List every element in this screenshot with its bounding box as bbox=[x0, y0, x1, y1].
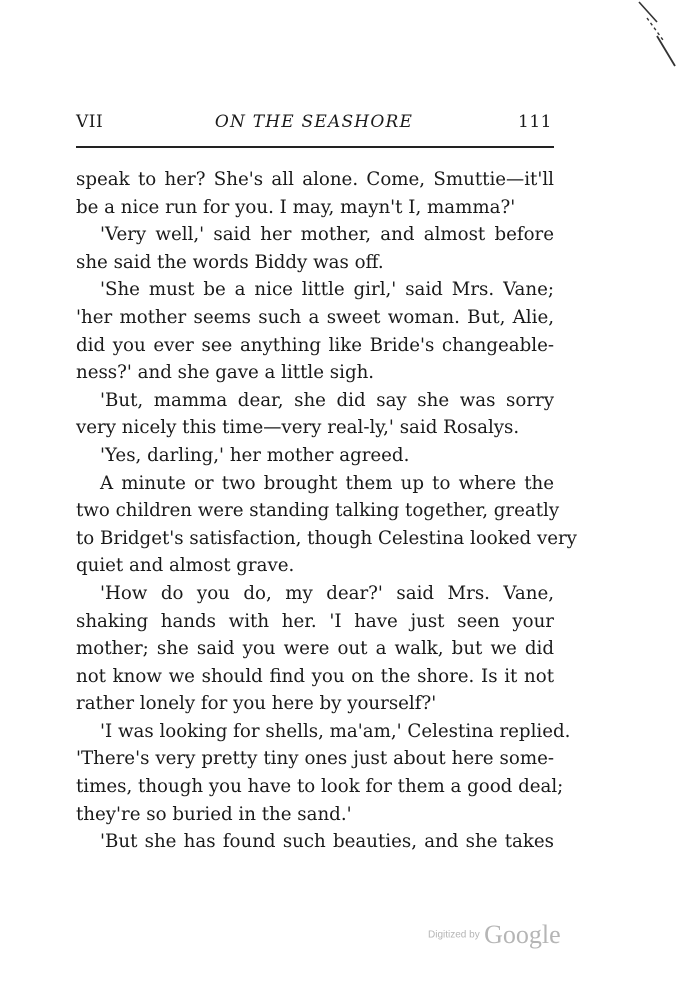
text-line: 'Yes, darling,' her mother agreed. bbox=[100, 444, 410, 466]
google-logo: Google bbox=[484, 920, 561, 949]
running-header bbox=[76, 112, 552, 136]
text-line: 'She must be a nice little girl,' said Mrs. Vane; bbox=[100, 279, 554, 301]
text-line: 'But, mamma dear, she did say she was sorry bbox=[100, 389, 554, 411]
text-line: be a nice run for you. I may, mayn't I, mamma?' bbox=[76, 196, 516, 218]
text-line: mother; she said you were out a walk, but we did bbox=[76, 638, 554, 660]
scan-edge-marks bbox=[617, 0, 677, 80]
text-line: two children were standing talking together, greatly bbox=[76, 500, 560, 522]
text-line: ness?' and she gave a little sigh. bbox=[76, 362, 375, 384]
chapter-number: VII bbox=[76, 112, 104, 132]
text-line: rather lonely for you here by yourself?' bbox=[76, 693, 437, 715]
text-line: 'How do you do, my dear?' said Mrs. Vane, bbox=[100, 582, 554, 604]
running-title: ON THE SEASHORE bbox=[214, 112, 414, 132]
digitized-watermark bbox=[428, 920, 561, 950]
page-number: 111 bbox=[518, 112, 552, 132]
text-line: to Bridget's satisfaction, though Celestina looked very bbox=[76, 527, 577, 549]
text-line: speak to her? She's all alone. Come, Smuttie—it'll bbox=[76, 169, 554, 190]
text-line: 'Very well,' said her mother, and almost before bbox=[100, 224, 554, 246]
text-line: quiet and almost grave. bbox=[76, 555, 295, 577]
text-line: 'There's very pretty tiny ones just about here some- bbox=[76, 748, 554, 770]
digitized-label: Digitized by bbox=[428, 929, 480, 941]
text-line: very nicely this time—very real-ly,' said Rosalys. bbox=[76, 417, 520, 439]
body-text bbox=[76, 166, 577, 856]
text-line: shaking hands with her. 'I have just seen your bbox=[76, 610, 554, 632]
text-line: times, though you have to look for them a good deal; bbox=[76, 776, 564, 798]
text-line: A minute or two brought them up to where the bbox=[100, 472, 554, 494]
text-line: not know we should find you on the shore. Is it not bbox=[76, 665, 554, 687]
text-line: she said the words Biddy was off. bbox=[76, 251, 384, 273]
text-line: 'I was looking for shells, ma'am,' Celestina replied. bbox=[100, 720, 571, 742]
text-line: 'her mother seems such a sweet woman. But, Alie, bbox=[76, 306, 554, 328]
header-rule bbox=[76, 146, 554, 148]
text-line: they're so buried in the sand.' bbox=[76, 803, 352, 825]
text-line: 'But she has found such beauties, and she takes bbox=[100, 831, 554, 853]
text-line: did you ever see anything like Bride's changeable- bbox=[76, 334, 554, 356]
